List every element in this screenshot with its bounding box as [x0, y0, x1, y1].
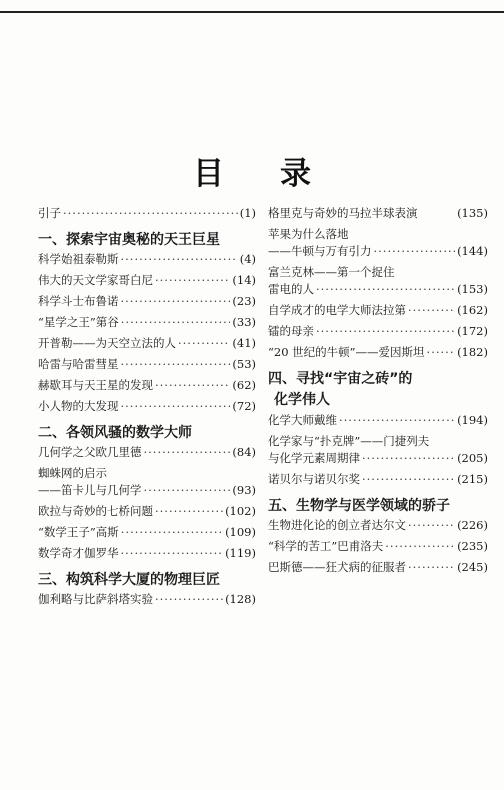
- toc-page-number: (14): [232, 273, 256, 287]
- toc-entry-title: “科学的苦工”巴甫洛夫: [268, 539, 384, 553]
- toc-entry-line: [268, 434, 488, 451]
- toc-leader-dots: [385, 539, 455, 553]
- toc-entry-title: 赫歇耳与天王星的发现: [38, 378, 153, 392]
- toc-entry-title: 与化学元素周期律: [268, 451, 360, 465]
- toc-entry: [38, 315, 256, 336]
- toc-leader-dots: [121, 399, 231, 413]
- toc-entry: [38, 336, 256, 357]
- toc-leader-dots: [427, 345, 456, 359]
- toc-page-number: (84): [232, 445, 256, 459]
- toc-entry-title: 欧拉与奇妙的七桥问题: [38, 504, 153, 518]
- toc-entry-title: ——笛卡儿与几何学: [38, 483, 142, 497]
- toc-section-heading: 二、各领风骚的数学大师: [38, 425, 192, 441]
- toc-leader-dots: [121, 294, 231, 308]
- toc-page-number: (109): [225, 525, 256, 539]
- toc-entry-title: 开普勒——为天空立法的人: [38, 336, 176, 350]
- toc-entry: [38, 525, 256, 546]
- toc-entry-title: 镭的母亲: [268, 324, 314, 338]
- toc-page-number: (119): [225, 546, 256, 560]
- toc-leader-dots: [63, 206, 238, 220]
- toc-entry: [38, 273, 256, 294]
- toc-entry-title: 科学始祖泰勒斯: [38, 252, 119, 266]
- toc-entry-title: “20 世纪的牛顿”——爱因斯坦: [268, 345, 425, 359]
- toc-leader-dots: [316, 324, 455, 338]
- toc-leader-dots: [339, 413, 455, 427]
- toc-section-heading: 五、生物学与医学领域的骄子: [268, 498, 450, 514]
- toc-page-number: (53): [232, 357, 256, 371]
- toc-section-heading: 四、寻找“宇宙之砖”的: [268, 371, 413, 387]
- toc-page-number: (235): [457, 539, 488, 553]
- toc-entry: [268, 244, 488, 265]
- toc-entry-title: 格里克与奇妙的马拉半球表演: [268, 206, 418, 220]
- toc-leader-dots: [155, 504, 223, 518]
- toc-page-number: (205): [457, 451, 488, 465]
- toc-entry-title: 化学家与“扑克牌”——门捷列夫: [268, 434, 430, 448]
- toc-leader-dots: [374, 244, 456, 258]
- toc-entry: [268, 451, 488, 472]
- toc-entry: [38, 546, 256, 567]
- toc-entry: [38, 592, 256, 613]
- toc-section-heading: 三、构筑科学大厦的物理巨匠: [38, 572, 220, 588]
- toc-entry-title: 诺贝尔与诺贝尔奖: [268, 472, 360, 486]
- toc-entry-title: 富兰克林——第一个捉住: [268, 265, 395, 279]
- toc-entry: [38, 483, 256, 504]
- toc-leader-dots: [155, 273, 230, 287]
- toc-entry-title: 引子: [38, 206, 61, 220]
- toc-leader-dots: [408, 518, 455, 532]
- toc-leader-dots: [144, 445, 231, 459]
- toc-page-number: (93): [232, 483, 256, 497]
- toc-leader-dots: [121, 252, 238, 266]
- toc-entry-title: 自学成才的电学大师法拉第: [268, 303, 406, 317]
- toc-page-number: (72): [232, 399, 256, 413]
- toc-entry: [38, 206, 256, 227]
- toc-entry: [268, 413, 488, 434]
- toc-entry: [38, 504, 256, 525]
- toc-leader-dots: [121, 357, 231, 371]
- toc-entry: [38, 399, 256, 420]
- page-title: 目录: [193, 156, 367, 192]
- toc-leader-dots: [121, 525, 223, 539]
- toc-leader-dots: [144, 483, 231, 497]
- toc-section-heading: 一、探索宇宙奥秘的天王巨星: [38, 232, 220, 248]
- toc-left-column: [38, 206, 256, 613]
- toc-entry: [268, 206, 488, 227]
- toc-leader-dots: [155, 592, 223, 606]
- toc-page-number: (4): [239, 252, 256, 266]
- toc-leader-dots: [362, 451, 455, 465]
- toc-section-heading-cont: 化学伟人: [274, 392, 330, 408]
- toc-entry-title: 生物进化论的创立者达尔文: [268, 518, 406, 532]
- toc-entry: [38, 294, 256, 315]
- toc-entry-title: 几何学之父欧几里德: [38, 445, 142, 459]
- toc-page-number: (172): [457, 324, 488, 338]
- toc-page-number: (245): [457, 560, 488, 574]
- toc-entry: [268, 560, 488, 581]
- toc-leader-dots: [121, 546, 224, 560]
- toc-page-number: (102): [225, 504, 256, 518]
- toc-entry: [38, 378, 256, 399]
- toc-entry-title: 蜘蛛网的启示: [38, 466, 107, 480]
- toc-entry-title: 数学奇才伽罗华: [38, 546, 119, 560]
- toc-entry-title: “星学之王”第谷: [38, 315, 119, 329]
- toc-entry-title: 小人物的大发现: [38, 399, 119, 413]
- toc-page-number: (33): [232, 315, 256, 329]
- toc-entry-title: 哈雷与哈雷彗星: [38, 357, 119, 371]
- toc-page-number: (215): [457, 472, 488, 486]
- toc-entry-title: 科学斗士布鲁诺: [38, 294, 119, 308]
- toc-page-number: (153): [457, 282, 488, 296]
- toc-page-number: (144): [457, 244, 488, 258]
- toc-leader-dots: [121, 315, 231, 329]
- toc-leader-dots: [362, 472, 455, 486]
- toc-leader-dots: [408, 303, 455, 317]
- toc-entry: [268, 345, 488, 366]
- toc-entry: [268, 324, 488, 345]
- toc-entry-title: ——牛顿与万有引力: [268, 244, 372, 258]
- toc-entry-line: [268, 265, 488, 282]
- toc-entry: [38, 357, 256, 378]
- toc-entry: [38, 252, 256, 273]
- toc-leader-dots: [316, 282, 455, 296]
- toc-entry-title: 伟大的天文学家哥白尼: [38, 273, 153, 287]
- toc-entry-line: [268, 227, 488, 244]
- toc-leader-dots: [155, 378, 230, 392]
- toc-page-number: (182): [457, 345, 488, 359]
- toc-entry: [38, 445, 256, 466]
- toc-entry: [268, 282, 488, 303]
- toc-entry-title: 伽利略与比萨斜塔实验: [38, 592, 153, 606]
- toc-entry: [268, 303, 488, 324]
- toc-entry-title: 化学大师戴维: [268, 413, 337, 427]
- toc-leader-dots: [408, 560, 455, 574]
- top-rule: [0, 11, 504, 13]
- toc-entry: [268, 472, 488, 493]
- toc-page-number: (23): [232, 294, 256, 308]
- toc-page-number: (128): [225, 592, 256, 606]
- toc-page-number: (194): [457, 413, 488, 427]
- toc-page-number: (226): [457, 518, 488, 532]
- toc-right-column: [268, 206, 488, 581]
- toc-entry-title: 巴斯德——狂犬病的征服者: [268, 560, 406, 574]
- toc-page-number: (62): [232, 378, 256, 392]
- toc-entry-title: 苹果为什么落地: [268, 227, 349, 241]
- toc-entry: [268, 518, 488, 539]
- toc-entry-line: [38, 466, 256, 483]
- toc-leader-dots: [178, 336, 230, 350]
- toc-page-number: (41): [232, 336, 256, 350]
- toc-page-number: (162): [457, 303, 488, 317]
- toc-entry-title: 雷电的人: [268, 282, 314, 296]
- toc-entry-title: “数学王子”高斯: [38, 525, 119, 539]
- toc-entry: [268, 539, 488, 560]
- toc-page-number: (1): [239, 206, 256, 220]
- toc-page-number: (135): [457, 206, 488, 220]
